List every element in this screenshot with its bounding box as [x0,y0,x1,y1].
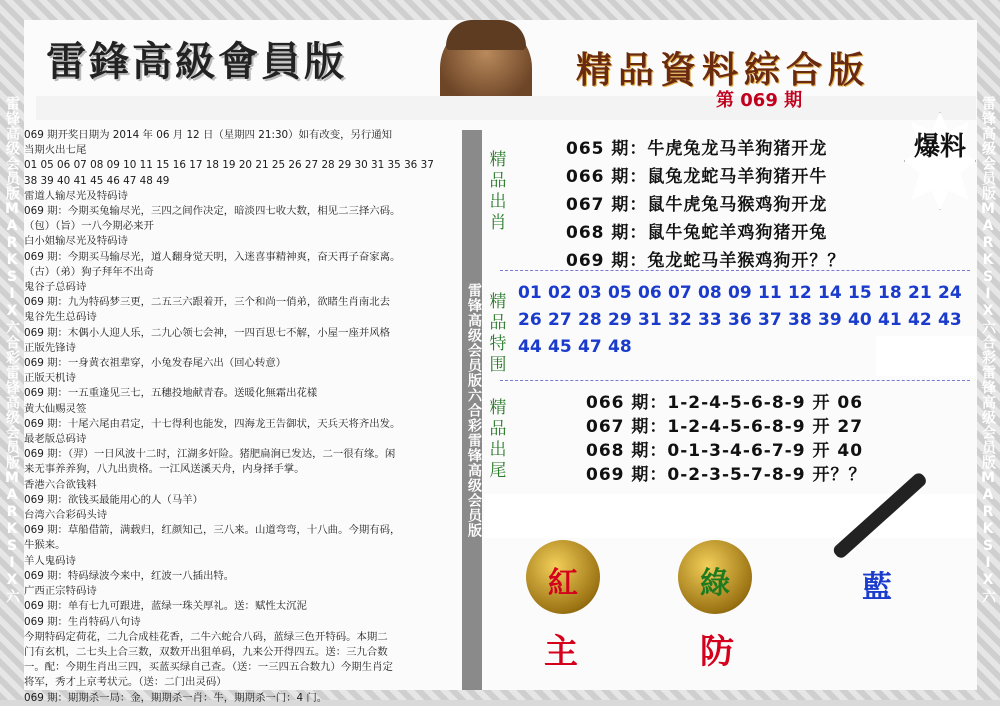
special-number: 36 [728,310,752,330]
special-number: 42 [908,310,932,330]
special-number: 29 [608,310,632,330]
special-number: 18 [878,283,902,303]
tail-section-label: 精品出尾 [489,398,507,481]
special-number: 05 [608,283,632,303]
special-number: 08 [698,283,722,303]
text-line: （古）（弟）狗子拜年不出奇 [24,265,154,278]
special-number: 33 [698,310,722,330]
text-line: 广西正宗特码诗 [24,585,97,598]
text-line: 069 期：今期买马输尽光，道人翻身觉天明，入迷喜事精神爽，奋天再子奋家离。 [24,250,401,263]
special-number: 03 [578,283,602,303]
text-line: 069 期：生肖特码八句诗 [24,615,141,628]
text-line: 台湾六合彩码头诗 [24,509,108,522]
text-line: 门有玄机，二七头上合三数，双数开出狙单码，九来公开得四五。送：三九合数 [24,645,388,658]
text-line: 来无事养养狗，八九出贵格。一江风送溪天舟，内身择手掌。 [24,463,305,476]
section-divider [500,270,970,271]
special-number: 40 [848,310,872,330]
tail-row: 069 期：0-2-3-5-7-8-9 开？？ [586,465,867,485]
green-wave-char: 綠 [700,566,730,601]
tail-row: 066 期：1-2-4-5-6-8-9 开 06 [586,393,864,413]
tail-row: 068 期：0-1-3-4-6-7-9 开 40 [586,441,864,461]
red-wave-char: 紅 [548,566,578,601]
special-number: 38 [788,310,812,330]
special-number: 24 [938,283,962,303]
special-section-label: 精品特围 [489,292,507,375]
text-line: 香港六合欲钱料 [24,478,97,491]
backup-pick-label: 防 [700,632,734,672]
red-wave-medal [526,540,600,614]
text-line: 069 期：期期杀一局：金，期期杀一肖：牛，期期杀一门：4 门。 [24,691,328,704]
zodiac-row: 069 期：兔龙蛇马羊猴鸡狗开？？ [566,251,846,271]
text-line: 069 期：草船借箭，满载归，红颜知己，三八来。山道弯弯，十八曲。今期有码， [24,524,401,537]
text-line: 069 期：特码绿波今来中，红波一八插出特。 [24,569,235,582]
special-number: 07 [668,283,692,303]
special-number: 11 [758,283,782,303]
text-line: 黄大仙赐灵签 [24,402,87,415]
zodiac-row: 068 期：鼠牛兔蛇羊鸡狗猪开兔 [566,223,828,243]
special-number: 21 [908,283,932,303]
text-line: 069 期：木偶小人迎人乐，二九心领七会神，一四百思七不解，小屋一座并风格 [24,326,391,339]
text-line: 将军，秀才上京考状元。（送：二门出灵码） [24,676,227,689]
special-number: 12 [788,283,812,303]
special-number: 01 [518,283,542,303]
text-line: 069 期开奖日期为 2014 年 06 月 12 日（星期四 21:30）如有改变，另行通知 [24,129,393,141]
text-line: 最老版总码诗 [24,433,87,446]
main-title: 雷鋒高級會員版 [46,38,347,85]
text-line: 069 期：一身黄衣祖辈穿，小兔发春尾六出（回心转意） [24,357,287,370]
special-number: 43 [938,310,962,330]
text-line: 鬼谷子总码诗 [24,281,87,294]
blank-box [876,336,976,376]
blue-wave-char: 藍 [862,570,892,605]
special-number: 14 [818,283,842,303]
issue-number: 第 069 期 [716,90,803,111]
text-line: 正版先锋诗 [24,341,76,354]
special-number: 15 [848,283,872,303]
special-number: 09 [728,283,752,303]
text-line: 羊人鬼码诗 [24,554,76,567]
zodiac-row: 066 期：鼠兔龙蛇马羊狗猪开牛 [566,167,828,187]
text-line: 牛猴来。 [24,539,66,552]
middle-divider-text: 雷锋高级会员版六合彩雷锋高级会员版 [462,130,482,690]
zodiac-row: 065 期：牛虎兔龙马羊狗猪开龙 [566,139,828,159]
special-number: 41 [878,310,902,330]
text-line: （包）（旨）一八今期必来开 [24,220,154,233]
section-divider [500,380,970,381]
left-sidebar-text: 雷锋高级会员版MARKSIX六合彩雷锋高级会员版MARKSIX六 [4,96,20,604]
text-line: 鬼谷先生总码诗 [24,311,97,324]
text-line: 雷道人输尽光及特码诗 [24,189,128,202]
text-line: 一。配：今期生肖出三四，买蓝买绿自己查。（送：一三四五合数九）今期生肖定 [24,661,393,674]
text-line: 069 期：单有七九可跟进，蓝绿一珠关厚礼。送：赋性太沉泥 [24,600,307,613]
left-text-column [24,128,460,706]
special-number: 44 [518,337,542,357]
text-line: 正版天机诗 [24,372,76,385]
right-sidebar-text: 雷锋高级会员版MARKSIX六合彩雷锋高级会员版MARKSIX六 [980,96,996,604]
special-number: 39 [818,310,842,330]
special-number: 31 [638,310,662,330]
text-line: 069 期：（羿）一日风波十二时，江湖多奸险。猪肥扁涧已发达，二一很有缘。闲 [24,448,396,461]
special-number: 47 [578,337,602,357]
text-line: 今期特码定荷花，二九合成桂花香，二牛六蛇合八码，蓝绿三色开特码。本期二 [24,630,388,643]
special-number: 48 [608,337,632,357]
special-number: 37 [758,310,782,330]
special-number: 45 [548,337,572,357]
text-line: 069 期：欲钱买最能用心的人（马羊） [24,493,203,506]
green-wave-medal [678,540,752,614]
text-line: 当期火出七尾 [24,144,87,157]
text-line: 069 期：九为特码梦三更，二五三六跟着开，三个和尚一俏弟，欲睹生肖南北去 [24,296,391,309]
text-line: 白小姐输尽光及特码诗 [24,235,128,248]
special-number: 02 [548,283,572,303]
burst-badge-label: 爆料 [913,132,966,162]
text-line: 069 期：一五重逢见三七，五穗投地献青春。送暖化無霜出花樣 [24,387,318,400]
zodiac-section-label: 精品出肖 [489,150,507,233]
tail-row: 067 期：1-2-4-5-6-8-9 开 27 [586,417,864,437]
special-number: 27 [548,310,572,330]
text-line: 01 05 06 07 08 09 10 11 15 16 17 18 19 20 21 25 26 27 28 29 30 31 35 36 37 [24,159,434,172]
special-number: 26 [518,310,542,330]
sub-title: 精品資料綜合版 [576,49,871,91]
text-line: 069 期：今期买兔输尽光，三四之间作决定，暗淡四七收大数，相见二三择六码。 [24,205,401,218]
special-number: 32 [668,310,692,330]
special-number: 28 [578,310,602,330]
text-line: 38 39 40 41 45 46 47 48 49 [24,174,170,187]
header-divider-strip [36,96,976,120]
special-number: 06 [638,283,662,303]
main-pick-label: 主 [544,632,578,672]
zodiac-row: 067 期：鼠牛虎兔马猴鸡狗开龙 [566,195,828,215]
text-line: 069 期：十尾六尾由君定，十七得利也能发，四海龙王告御状，天兵天将齐出发。 [24,417,401,430]
